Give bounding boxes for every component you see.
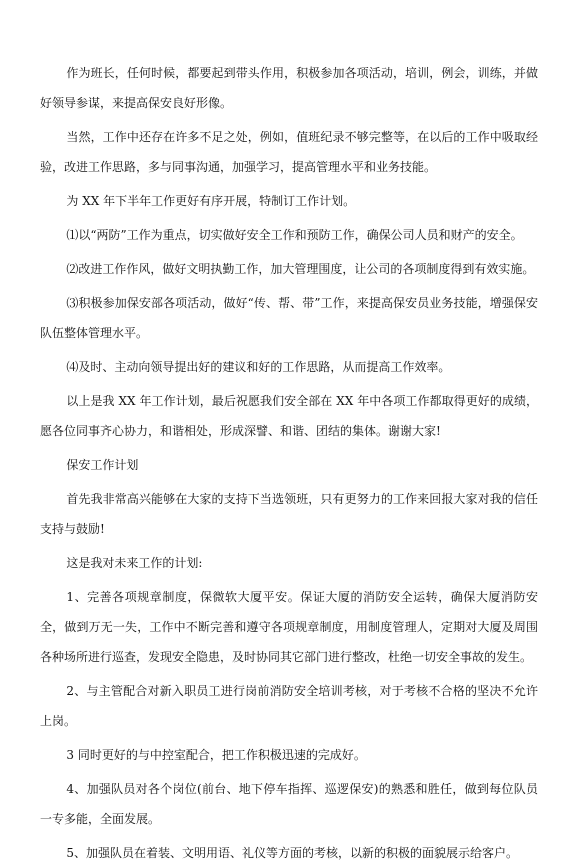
paragraph-shortcomings: 当然，工作中还存在许多不足之处，例如，值班纪录不够完整等，在以后的工作中吸取经验，改进工作思路，多与同事沟通，加强学习，提高管理水平和业务技能。 [40, 130, 538, 174]
plan-item-1: ⑴以“两防”工作为重点，切实做好安全工作和预防工作，确保公司人员和财产的安全。 [66, 228, 523, 242]
plan-item-3: ⑶积极参加保安部各项活动，做好“传、帮、带”工作，来提高保安员业务技能，增强保安队伍整体管理水平。 [40, 296, 538, 340]
future-plan-item-2: 2、与主管配合对新入职员工进行岗前消防安全培训考核，对于考核不合格的坚决不允许上岗。 [40, 684, 538, 728]
future-plan-item-3: 3 同时更好的与中控室配合，把工作积极迅速的完成好。 [66, 748, 366, 762]
plan-item-4: ⑷及时、主动向领导提出好的建议和好的工作思路，从而提高工作效率。 [66, 360, 451, 374]
paragraph-thanks: 首先我非常高兴能够在大家的支持下当选领班，只有更努力的工作来回报大家对我的信任支持与鼓励! [40, 492, 538, 536]
paragraph-future-plan-intro: 这是我对未来工作的计划: [66, 556, 203, 570]
plan-item-2: ⑵改进工作作风，做好文明执勤工作，加大管理围度，让公司的各项制度得到有效实施。 [66, 262, 535, 276]
future-plan-item-5: 5、加强队员在着装、文明用语、礼仪等方面的考核，以新的积极的面貌展示给客户。 [66, 846, 519, 860]
paragraph-closing: 以上是我 XX 年工作计划，最后祝愿我们安全部在 XX 年中各项工作都取得更好的成绩，愿各位同事齐心协力，和谐相处，形成深譬、和谐、团结的集体。谢谢大家! [40, 394, 538, 438]
future-plan-item-1: 1、完善各项规章制度，保微软大厦平安。保证大厦的消防安全运转，确保大厦消防安全，做到万无一失，工作中不断完善和遵守各项规章制度，用制度管理人，定期对大厦及周围各种场所进行巡查，发现安全隐患，及时协同其它部门进行整改，杜绝一切安全事故的发生。 [40, 590, 538, 664]
paragraph-leader-role: 作为班长，任何时候，都要起到带头作用，积极参加各项活动，培训，例会，训练，并做好领导参谋，来提高保安良好形像。 [40, 66, 538, 110]
paragraph-plan-intro: 为 XX 年下半年工作更好有序开展，特制订工作计划。 [66, 194, 356, 208]
section-heading: 保安工作计划 [66, 458, 139, 472]
future-plan-item-4: 4、加强队员对各个岗位(前台、地下停车指挥、巡逻保安)的熟悉和胜任，做到每位队员一专多能，全面发展。 [40, 782, 538, 826]
